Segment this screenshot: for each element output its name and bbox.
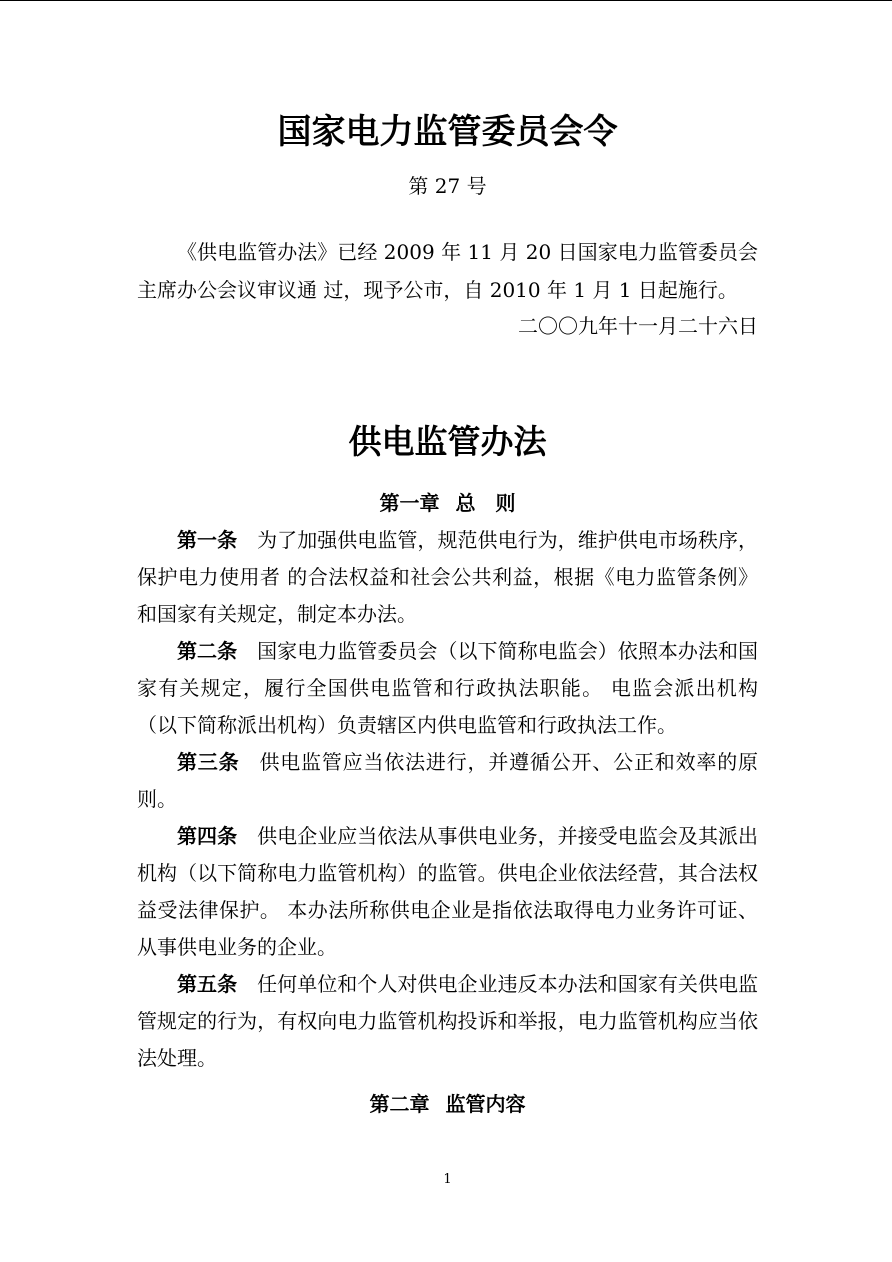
article-number: 第五条 xyxy=(177,972,238,996)
chapter-heading-2 xyxy=(137,1090,758,1118)
decree-date: 二〇〇九年十一月二十六日 xyxy=(518,314,758,338)
law-title: 供电监管办法 xyxy=(348,422,547,461)
article-number: 第二条 xyxy=(177,639,238,663)
decree-paragraph xyxy=(137,233,758,309)
articles-body xyxy=(137,522,758,1077)
article-number: 第四条 xyxy=(177,824,238,848)
article-text: 为了加强供电监管，规范供电行为，维护供电市场秩序，保护电力使用者 的合法权益和社会公共利益，根据《电力监管条例》和国家有关规定，制定本办法。 xyxy=(137,528,759,626)
chapter-number: 第二章 xyxy=(369,1092,430,1116)
page-number: 1 xyxy=(443,1172,452,1187)
decree-text: 《供电监管办法》已经 2009 年 11 月 20 日国家电力监管委员会主席办公会议审议通 过，现予公市，自 2010 年 1 月 1 日起施行。 xyxy=(137,240,758,302)
article-2 xyxy=(137,633,758,744)
top-border-line xyxy=(0,0,892,1)
article-1 xyxy=(137,522,758,633)
article-3 xyxy=(137,744,758,818)
article-4 xyxy=(137,818,758,966)
article-text: 任何单位和个人对供电企业违反本办法和国家有关供电监管规定的行为，有权向电力监管机构投诉和举报，电力监管机构应当依法处理。 xyxy=(137,972,759,1070)
article-number: 第三条 xyxy=(177,750,240,774)
order-title: 国家电力监管委员会令 xyxy=(277,112,618,152)
order-number: 第 27 号 xyxy=(408,174,487,198)
article-number: 第一条 xyxy=(177,528,238,552)
chapter-title: 总 则 xyxy=(455,491,516,515)
chapter-number: 第一章 xyxy=(379,491,440,515)
article-5 xyxy=(137,966,758,1077)
chapter-heading-1 xyxy=(137,489,758,517)
article-text: 国家电力监管委员会（以下简称电监会）依照本办法和国家有关规定，履行全国供电监管和行政执法职能。 电监会派出机构（以下简称派出机构）负责辖区内供电监管和行政执法工作。 xyxy=(137,639,759,737)
article-text: 供电企业应当依法从事供电业务，并接受电监会及其派出机构（以下简称电力监管机构）的监管。供电企业依法经营，其合法权益受法律保护。 本办法所称供电企业是指依法取得电力业务许可证、从事供电业务的企业。 xyxy=(137,824,759,959)
chapter-title: 监管内容 xyxy=(445,1092,526,1116)
article-text: 供电监管应当依法进行，并遵循公开、公正和效率的原则。 xyxy=(137,750,759,811)
